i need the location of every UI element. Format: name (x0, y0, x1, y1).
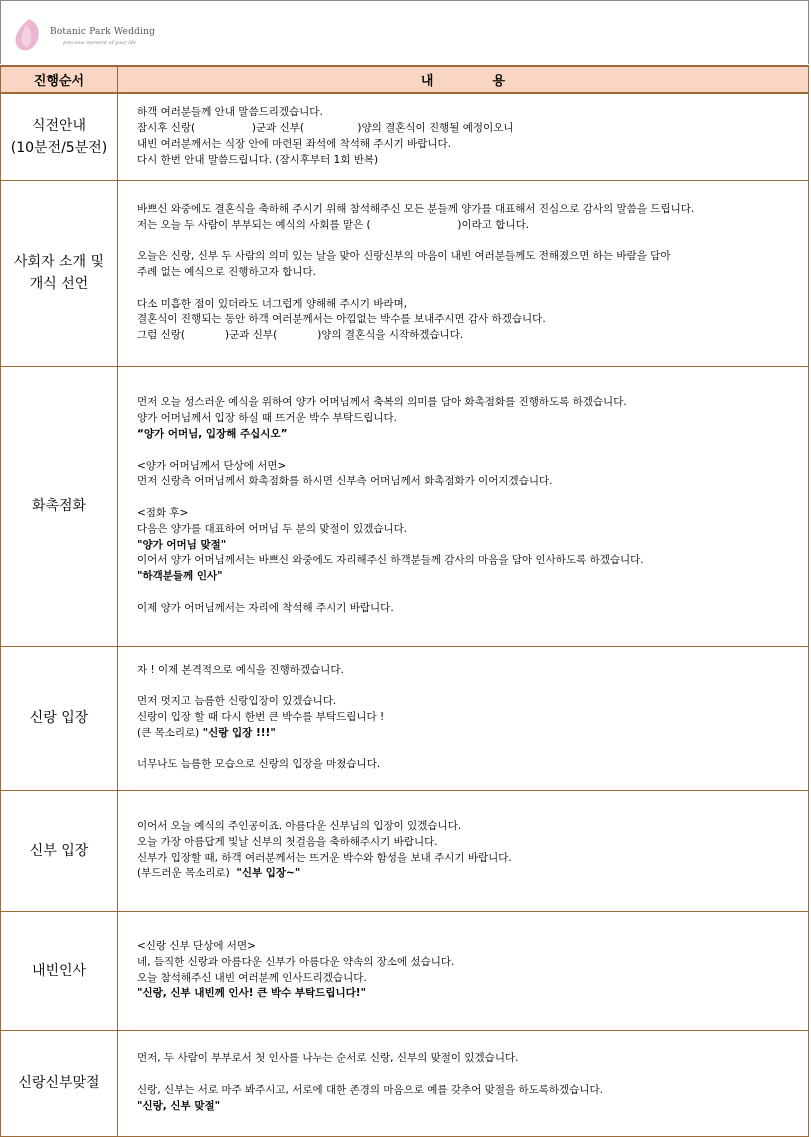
step-cell (1, 180, 118, 366)
content-cell (118, 790, 809, 911)
content-line: 신랑이 입장 할 때 다시 한번 큰 박수를 부탁드립니다 ! (137, 711, 385, 724)
step-name: 신랑 입장 (29, 710, 89, 726)
blank-line (137, 281, 804, 297)
content-line: 양가 어머님께서 입장 하실 때 뜨거운 박수 부탁드립니다. (137, 412, 397, 425)
step-cell (1, 646, 118, 790)
content-line: <양가 어머님께서 단상에 서면> (137, 459, 287, 472)
content-line: 자 ! 이제 본격적으로 예식을 진행하겠습니다. (137, 663, 344, 676)
content-line: <신랑 신부 단상에 서면> (137, 939, 256, 952)
content-line: 주례 없는 예식으로 진행하고자 합니다. (137, 266, 316, 279)
content-cell (118, 180, 809, 366)
table-row (1, 1030, 809, 1136)
page-header (0, 0, 809, 64)
content-line: 그럼 신랑( )군과 신부( )양의 결혼식을 시작하겠습니다. (137, 329, 464, 342)
table-row (1, 646, 809, 790)
content-line: 이어서 양가 어머님께서는 바쁘신 와중에도 자리해주신 하객분들께 감사의 마음을 담아 인사하도록 하겠습니다. (137, 554, 644, 567)
content-line-bold: "신부 입장~" (236, 867, 301, 880)
blank-line (137, 490, 804, 506)
content-line: 네, 듬직한 신랑과 아름다운 신부가 아름다운 약속의 장소에 섰습니다. (137, 955, 455, 968)
step-name-sub: 개식 선언 (29, 276, 89, 292)
content-line-bold: "신랑 입장 !!!" (202, 726, 276, 739)
content-line-mixed (137, 866, 804, 882)
step-name: 화촉점화 (31, 498, 87, 514)
step-name: 식전안내 (31, 117, 87, 134)
content-line: 내빈 여러분께서는 식장 안에 마련된 좌석에 착석해 주시기 바랍니다. (137, 137, 452, 150)
table-row (1, 911, 809, 1030)
content-line-bold: "신랑, 신부 내빈께 인사! 큰 박수 부탁드립니다!" (137, 987, 367, 1000)
content-line: 이제 양가 어머님께서는 자리에 착석해 주시기 바랍니다. (137, 601, 394, 614)
content-cell (118, 366, 809, 646)
content-line: 결혼식이 진행되는 동안 하객 여러분께서는 아낌없는 박수를 보내주시면 감사 하겠습니다. (137, 313, 546, 326)
step-cell (1, 911, 118, 1030)
step-cell (1, 790, 118, 911)
table-header-row (1, 66, 809, 93)
petal-logo-icon (13, 15, 43, 55)
content-line: 먼저 오늘 성스러운 예식을 위하여 양가 어머님께서 축복의 의미를 담아 화촉점화를 진행하도록 하겠습니다. (137, 396, 627, 409)
header-content-left: 내 (420, 74, 434, 89)
step-name: 신랑신부맞절 (18, 1075, 100, 1091)
content-line-bold: “양가 어머님, 입장해 주십시오” (137, 428, 288, 441)
content-line: 신랑, 신부는 서로 마주 봐주시고, 서로에 대한 존경의 마음으로 예를 갖추어 맞절을 하도록하겠습니다. (137, 1084, 603, 1096)
table-row (1, 93, 809, 180)
content-line: 이어서 오늘 예식의 주인공이죠. 아름다운 신부님의 입장이 있겠습니다. (137, 819, 462, 832)
step-name: 사회자 소개 및 (13, 254, 105, 270)
content-cell (118, 93, 809, 180)
blank-line (137, 443, 804, 459)
step-name-sub: (10분전/5분전) (10, 139, 108, 156)
table-row (1, 790, 809, 911)
blank-line (137, 585, 804, 601)
content-line-mixed (137, 726, 804, 742)
blank-line (137, 234, 804, 250)
content-line: 다음은 양가를 대표하여 어머님 두 분의 맞절이 있겠습니다. (137, 522, 408, 535)
content-line: 저는 오늘 두 사람이 부부되는 예식의 사회를 맡은 ( )이라고 합니다. (137, 218, 530, 231)
step-name: 내빈인사 (31, 962, 87, 979)
content-cell (118, 911, 809, 1030)
brand-name: Botanic Park Wedding (50, 27, 156, 37)
content-line-bold: "신랑, 신부 맞절" (137, 1099, 221, 1112)
brand-tagline: precious moment of your life (63, 40, 137, 46)
content-line: 너무나도 늠름한 모습으로 신랑의 입장을 마쳤습니다. (137, 758, 381, 771)
content-line: 오늘 가장 아름답게 빛날 신부의 첫걸음을 축하해주시기 바랍니다. (137, 835, 438, 848)
blank-line (137, 1067, 804, 1083)
content-line: 먼저, 두 사람이 부부로서 첫 인사를 나누는 순서로 신랑, 신부의 맞절이 있겠습니다. (137, 1052, 519, 1065)
content-line: (큰 목소리로) (137, 726, 203, 739)
step-cell (1, 93, 118, 180)
blank-line (137, 679, 804, 695)
blank-line (137, 742, 804, 758)
content-line: 오늘은 신랑, 신부 두 사람의 의미 있는 날을 맞아 신랑신부의 마음이 내빈 여러분들께도 전해졌으면 하는 바람을 담아 (137, 250, 671, 263)
step-cell (1, 1030, 118, 1136)
content-line: 바쁘신 와중에도 결혼식을 축하해 주시기 위해 참석해주신 모든 분들께 양가를 대표해서 진심으로 감사의 말씀을 드립니다. (137, 202, 695, 215)
table-row (1, 180, 809, 366)
header-content-right: 용 (492, 74, 506, 89)
content-line-bold: "양가 어머님 맞절" (137, 538, 227, 551)
step-name: 신부 입장 (29, 842, 89, 859)
ceremony-order-table (0, 65, 809, 1137)
content-line: (부드러운 목소리로) (137, 867, 237, 880)
content-line: <점화 후> (137, 507, 189, 519)
content-cell (118, 646, 809, 790)
header-step: 진행순서 (1, 66, 118, 93)
content-line: 다소 미흡한 점이 있더라도 너그럽게 양해해 주시기 바라며, (137, 297, 408, 310)
content-line: 다시 한번 안내 말씀드립니다. (잠시후부터 1회 반복) (137, 153, 379, 166)
content-line: 먼저 멋지고 늠름한 신랑입장이 있겠습니다. (137, 695, 337, 708)
table-row (1, 366, 809, 646)
header-content (118, 66, 809, 93)
content-line: 먼저 신랑측 어머님께서 화촉점화를 하시면 신부측 어머님께서 화촉점화가 이어지겠습니다. (137, 475, 553, 488)
content-line: 하객 여러분들께 안내 말씀드리겠습니다. (137, 106, 323, 119)
content-line: 신부가 입장할 때, 하객 여러분께서는 뜨거운 박수와 함성을 보내 주시기 바랍니다. (137, 851, 512, 864)
step-cell (1, 366, 118, 646)
content-line: 잠시후 신랑( )군과 신부( )양의 결혼식이 진행될 예정이오니 (137, 121, 514, 134)
content-line: 오늘 참석해주신 내빈 여러분께 인사드리겠습니다. (137, 971, 367, 984)
content-cell (118, 1030, 809, 1136)
content-line-bold: "하객분들께 인사" (137, 570, 223, 583)
